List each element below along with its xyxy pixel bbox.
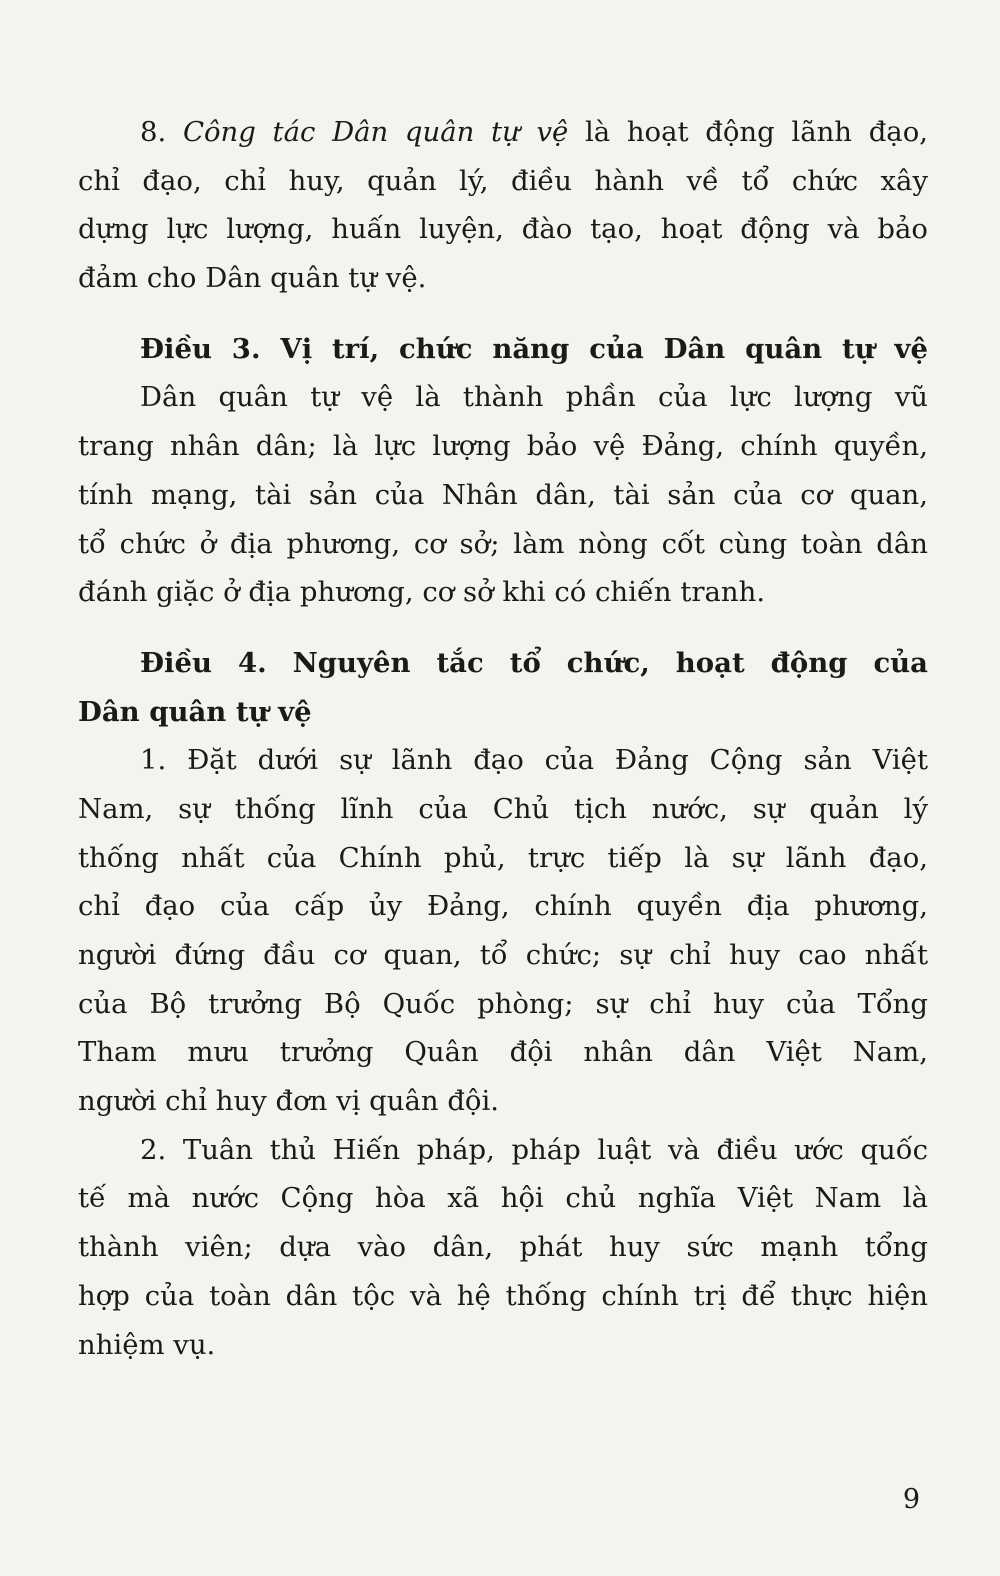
paragraph-8-line-4: đảm cho Dân quân tự vệ. <box>78 262 427 295</box>
document-page <box>78 108 928 1369</box>
page-number: 9 <box>902 1484 920 1515</box>
article-4-item-1-line-5: người đứng đầu cơ quan, tổ chức; sự chỉ huy cao nhất <box>78 939 928 971</box>
article-3-line-4: tổ chức ở địa phương, cơ sở; làm nòng cốt cùng toàn dân <box>78 527 928 560</box>
article-3-line-3: tính mạng, tài sản của Nhân dân, tài sản của cơ quan, <box>78 478 928 511</box>
article-3-line-2: trang nhân dân; là lực lượng bảo vệ Đảng, chính quyền, <box>78 430 928 463</box>
paragraph-8-line-1 <box>78 108 928 157</box>
article-3-heading: Điều 3. Vị trí, chức năng của Dân quân tự vệ <box>140 332 928 365</box>
article-4-item-2-line-2: tế mà nước Cộng hòa xã hội chủ nghĩa Việt Nam là <box>78 1182 928 1215</box>
article-3-line-5: đánh giặc ở địa phương, cơ sở khi có chiến tranh. <box>78 576 766 609</box>
term-italic: Công tác Dân quân tự vệ <box>182 116 569 148</box>
paragraph-8-line-2: chỉ đạo, chỉ huy, quản lý, điều hành về tổ chức xây <box>78 164 928 197</box>
article-4-item-1-line-8: người chỉ huy đơn vị quân đội. <box>78 1085 500 1118</box>
item-number: 8. <box>140 116 183 148</box>
paragraph-8-line-3: dựng lực lượng, huấn luyện, đào tạo, hoạt động và bảo <box>78 213 928 246</box>
article-4-heading-line-1: Điều 4. Nguyên tắc tổ chức, hoạt động của <box>140 646 928 679</box>
article-3-line-1: Dân quân tự vệ là thành phần của lực lượng vũ <box>140 381 928 414</box>
article-4-item-1-line-4: chỉ đạo của cấp ủy Đảng, chính quyền địa phương, <box>78 890 928 923</box>
article-4-item-2-line-4: hợp của toàn dân tộc và hệ thống chính trị để thực hiện <box>78 1279 928 1312</box>
text-segment: là hoạt động lãnh đạo, <box>568 116 928 148</box>
article-4-item-2-line-3: thành viên; dựa vào dân, phát huy sức mạnh tổng <box>78 1231 928 1264</box>
article-4-item-1-line-7: Tham mưu trưởng Quân đội nhân dân Việt Nam, <box>78 1036 928 1069</box>
article-4-item-2-line-1: 2. Tuân thủ Hiến pháp, pháp luật và điều ước quốc <box>140 1133 928 1166</box>
article-4-item-1-line-1: 1. Đặt dưới sự lãnh đạo của Đảng Cộng sản Việt <box>140 744 928 777</box>
article-4-heading-line-2: Dân quân tự vệ <box>78 695 312 728</box>
article-4-item-1-line-3: thống nhất của Chính phủ, trực tiếp là sự lãnh đạo, <box>78 841 928 874</box>
article-4-item-1-line-6: của Bộ trưởng Bộ Quốc phòng; sự chỉ huy của Tổng <box>78 987 928 1020</box>
article-4-item-1-line-2: Nam, sự thống lĩnh của Chủ tịch nước, sự quản lý <box>78 792 928 825</box>
article-4-item-2-line-5: nhiệm vụ. <box>78 1328 216 1361</box>
